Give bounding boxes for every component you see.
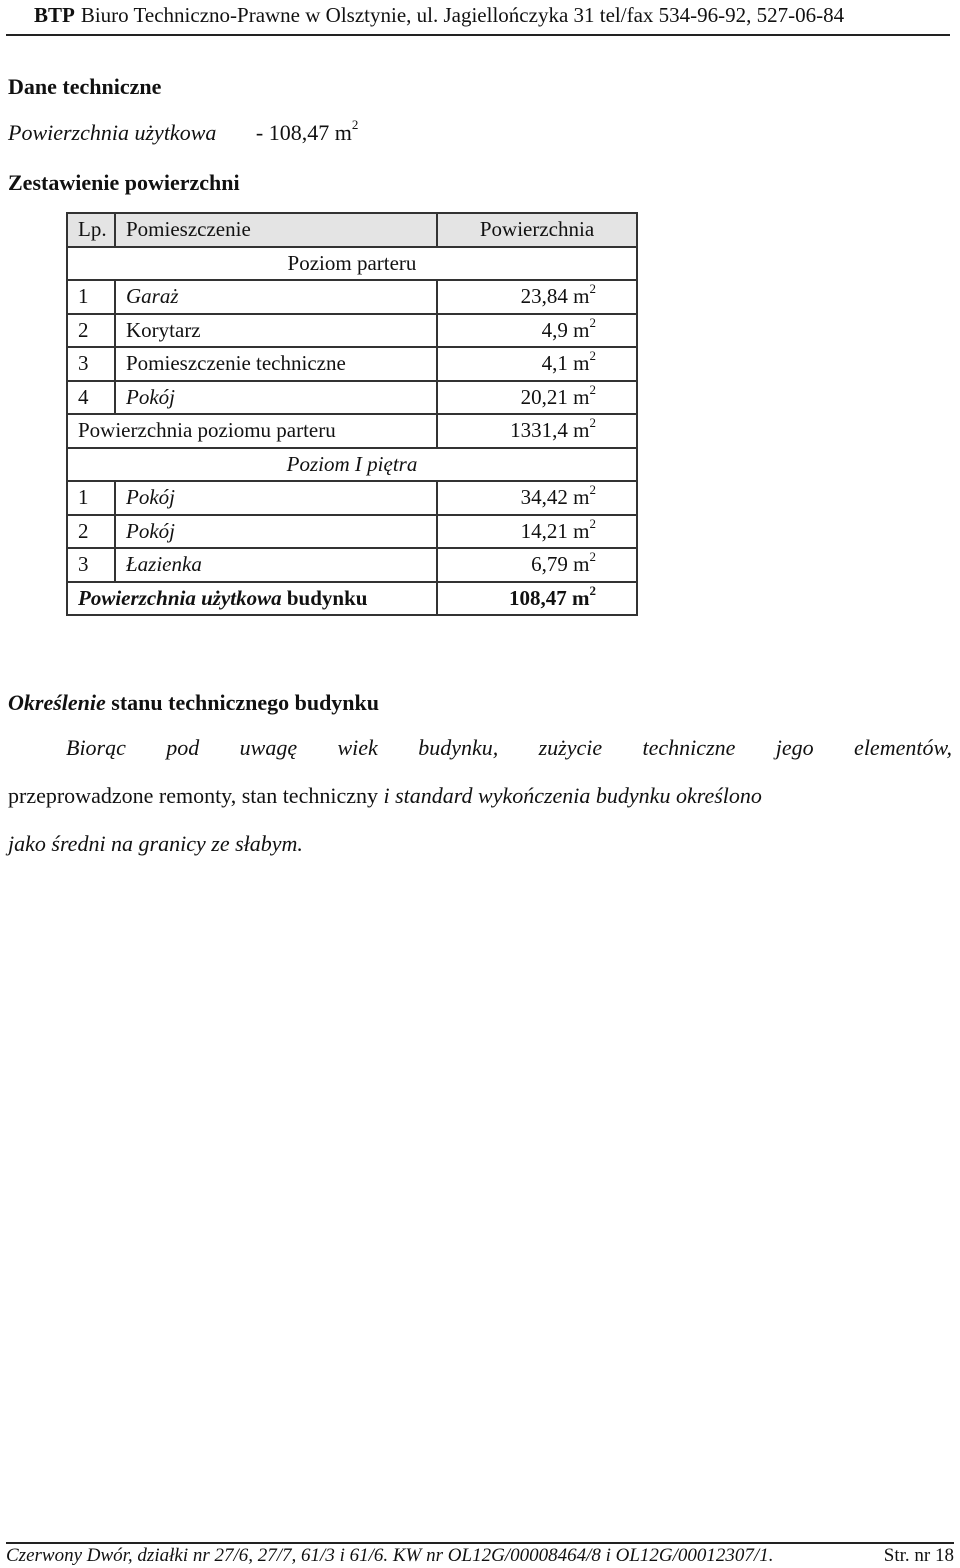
header-lp: Lp.	[67, 213, 115, 247]
table-header-row	[67, 213, 637, 247]
usable-area-exp: 2	[351, 117, 359, 132]
row-lp: 2	[67, 515, 115, 549]
page-footer	[6, 1542, 954, 1568]
table-row	[67, 548, 637, 582]
section-title-technical-data: Dane techniczne	[8, 74, 162, 99]
row-area: 20,21 $m^2$	[437, 381, 637, 415]
row-room: Korytarz	[115, 314, 437, 348]
condition-line-3: jako średni na granicy ze słabym.	[8, 831, 303, 856]
row-room: Pokój	[115, 381, 437, 415]
row-lp: 3	[67, 548, 115, 582]
header-area: Powierzchnia	[437, 213, 637, 247]
table-row	[67, 347, 637, 381]
row-room: Garaż	[115, 280, 437, 314]
ground-sum-row	[67, 414, 637, 448]
row-room: Pokój	[115, 515, 437, 549]
row-area: 4,1 $m^2$	[437, 347, 637, 381]
ground-sum-label: Powierzchnia poziomu parteru	[67, 414, 437, 448]
total-value: 108,47 $m^2$	[437, 582, 637, 616]
first-floor-row	[67, 448, 637, 482]
usable-area-line	[8, 117, 359, 146]
row-area: 6,79 $m^2$	[437, 548, 637, 582]
page-header	[6, 0, 950, 36]
company-text: Biuro Techniczno-Prawne w Olsztynie, ul. Jagiellończyka 31 tel/fax 534-96-92, 527-06-84	[80, 3, 845, 27]
row-area: 14,21 $m^2$	[437, 515, 637, 549]
condition-line-1: Biorąc pod uwagę wiek budynku, zużycie techniczne jego elementów,	[66, 735, 952, 760]
first-floor-title: Poziom I piętra	[67, 448, 637, 482]
total-label: Powierzchnia użytkowa budynku	[67, 582, 437, 616]
row-lp: 4	[67, 381, 115, 415]
area-table	[66, 212, 638, 616]
row-lp: 2	[67, 314, 115, 348]
table-row	[67, 515, 637, 549]
row-area: 23,84 $m^2$	[437, 280, 637, 314]
condition-line-2: przeprowadzone remonty, stan techniczny i standard wykończenia budynku określono	[8, 783, 762, 808]
usable-area-value: - 108,47 m	[255, 120, 352, 145]
ground-level-row	[67, 247, 637, 281]
row-lp: 1	[67, 280, 115, 314]
row-lp: 3	[67, 347, 115, 381]
header-room: Pomieszczenie	[115, 213, 437, 247]
table-row	[67, 381, 637, 415]
company-abbr: BTP	[34, 3, 75, 27]
total-row	[67, 582, 637, 616]
table-row	[67, 314, 637, 348]
section-title-summary: Zestawienie powierzchni	[8, 170, 240, 195]
row-area: 34,42 $m^2$	[437, 481, 637, 515]
usable-area-label: Powierzchnia użytkowa	[8, 120, 217, 145]
table-row	[67, 481, 637, 515]
footer-text: Czerwony Dwór, działki nr 27/6, 27/7, 61/3 i 61/6. KW nr OL12G/00008464/8 i OL12G/00012307/1.	[6, 1545, 774, 1566]
condition-title: Określenie stanu technicznego budynku	[8, 690, 380, 715]
row-room: Pomieszczenie techniczne	[115, 347, 437, 381]
page-number: Str. nr 18	[883, 1545, 954, 1566]
row-lp: 1	[67, 481, 115, 515]
table-row	[67, 280, 637, 314]
ground-sum-value: 1331,4 $m^2$	[437, 414, 637, 448]
row-room: Pokój	[115, 481, 437, 515]
ground-level-title: Poziom parteru	[67, 247, 637, 281]
row-area: 4,9 $m^2$	[437, 314, 637, 348]
row-room: Łazienka	[115, 548, 437, 582]
